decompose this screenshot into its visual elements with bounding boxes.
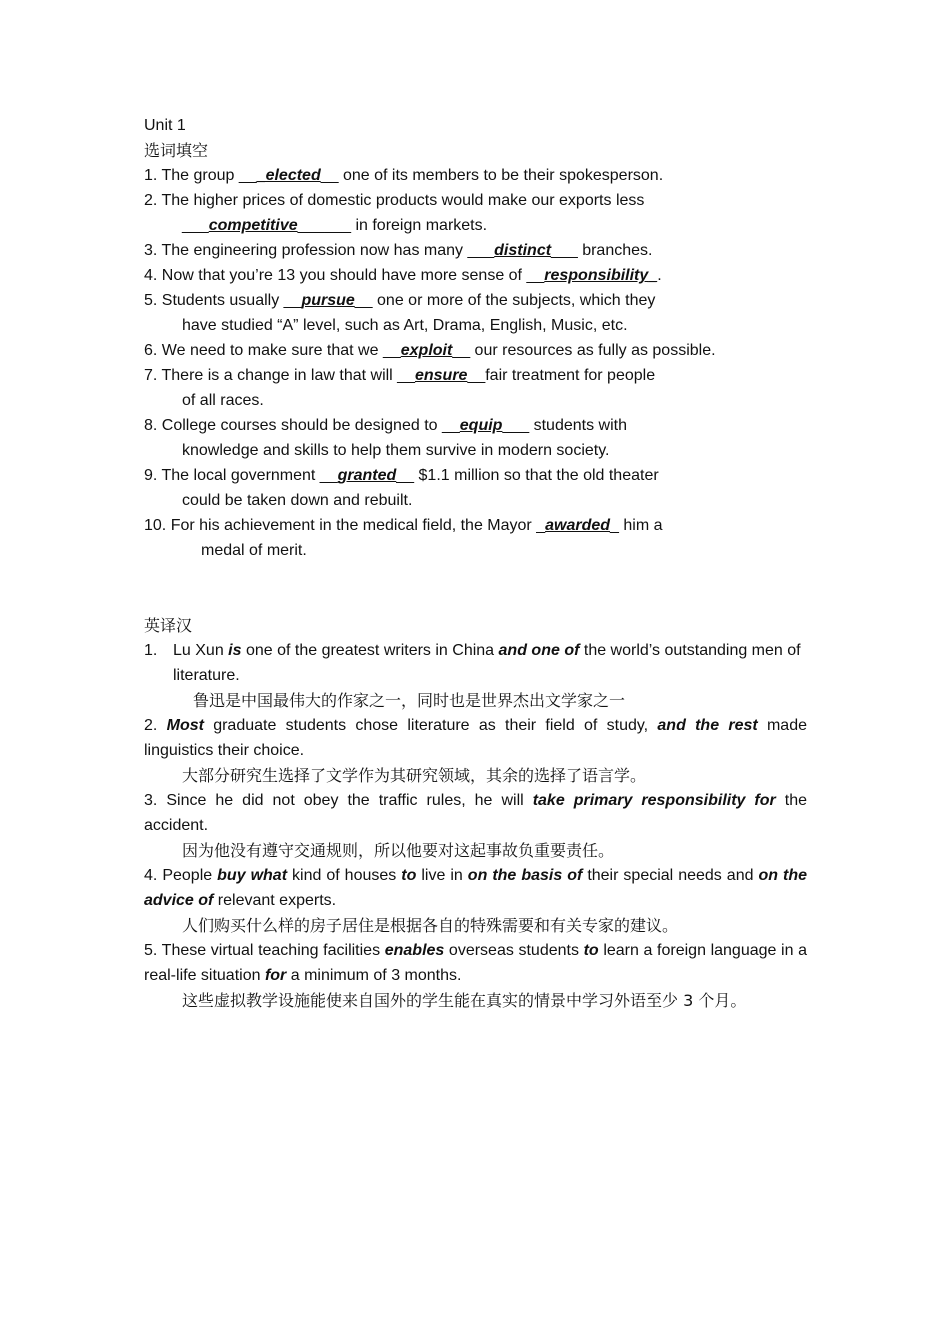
- key-phrase: to: [583, 942, 599, 959]
- text-run: one of the greatest writers in China: [241, 642, 499, 659]
- fill-item-5: [144, 288, 807, 313]
- text-run: learn a foreign language in a real-life situation: [144, 942, 808, 984]
- fill-item-text: __fair treatment for people: [467, 367, 656, 384]
- fill-item-2: [144, 188, 807, 213]
- item-number: 1.: [144, 642, 158, 659]
- answer-word: pursue: [301, 292, 355, 309]
- fill-item-text: 2. The higher prices of domestic products would make our exports less: [144, 192, 645, 209]
- answer-word-tail: _: [648, 267, 658, 284]
- answer-word: granted: [337, 467, 397, 484]
- fill-item-text: __ $1.1 million so that the old theater: [396, 467, 659, 484]
- fill-item-text: ___ branches.: [551, 242, 653, 259]
- fill-item-text: 3. The engineering profession now has many ___: [144, 242, 495, 259]
- fill-item-9: [144, 463, 807, 488]
- text-run: graduate students chose literature as their field of study,: [203, 717, 658, 734]
- text-run: relevant experts.: [213, 892, 337, 909]
- answer-word: distinct: [494, 242, 552, 259]
- fill-item-8-continuation: knowledge and skills to help them survive in modern society.: [182, 442, 610, 459]
- text-run: Lu Xun: [173, 642, 229, 659]
- text-run: kind of houses: [287, 867, 402, 884]
- fill-item-text: ___: [182, 217, 209, 234]
- fill-item-text: ___ students with: [502, 417, 627, 434]
- key-phrase: on the advice of: [144, 867, 808, 909]
- spacer: [144, 563, 807, 588]
- translation-chinese-5: 这些虚拟教学设施能使来自国外的学生能在真实的情景中学习外语至少 3 个月。: [182, 991, 747, 1010]
- fill-item-text: _ him a: [610, 517, 663, 534]
- fill-item-1: [144, 163, 807, 188]
- fill-item-6: [144, 338, 807, 363]
- fill-item-9-continuation: could be taken down and rebuilt.: [182, 492, 413, 509]
- key-phrase: enables: [384, 942, 445, 959]
- answer-word-text: responsibility: [544, 267, 649, 284]
- fill-item-10-continuation: medal of merit.: [201, 542, 307, 559]
- fill-item-text: __ our resources as fully as possible.: [452, 342, 716, 359]
- text-run: 3. Since he did not obey the traffic rules, he will: [144, 792, 533, 809]
- key-phrase: on the basis of: [467, 867, 583, 884]
- translation-item-1: [144, 638, 807, 688]
- unit-title: Unit 1: [144, 117, 186, 134]
- section-title-translation: 英译汉: [144, 616, 193, 635]
- key-phrase: for: [264, 967, 287, 984]
- translation-item-2: [144, 713, 807, 763]
- answer-word: [544, 267, 657, 284]
- fill-item-text: 8. College courses should be designed to __: [144, 417, 460, 434]
- fill-item-text: 7. There is a change in law that will __: [144, 367, 415, 384]
- fill-item-5-continuation: have studied “A” level, such as Art, Drama, English, Music, etc.: [182, 317, 628, 334]
- text-run: live in: [416, 867, 468, 884]
- fill-item-8: [144, 413, 807, 438]
- answer-word: awarded: [545, 517, 611, 534]
- fill-item-text: ______ in foreign markets.: [297, 217, 488, 234]
- answer-word: competitive: [208, 217, 298, 234]
- translation-chinese-3: 因为他没有遵守交通规则，所以他要对这起事故负重要责任。: [182, 841, 615, 860]
- key-phrase: take primary responsibility for: [532, 792, 776, 809]
- fill-item-4: [144, 263, 807, 288]
- key-phrase: is: [228, 642, 242, 659]
- key-phrase: to: [401, 867, 417, 884]
- answer-word: exploit: [400, 342, 453, 359]
- document-content: [144, 113, 807, 1013]
- fill-item-text: 1. The group __: [144, 167, 257, 184]
- answer-word: _elected: [256, 167, 321, 184]
- section-title-fill-in: 选词填空: [144, 141, 209, 160]
- key-phrase: and the rest: [657, 717, 758, 734]
- text-run: the accident.: [144, 792, 808, 834]
- fill-item-2-continuation: [144, 213, 807, 238]
- text-run: the world’s outstanding men of literature.: [173, 642, 801, 684]
- fill-item-10: [144, 513, 807, 538]
- fill-item-text: __ one or more of the subjects, which they: [354, 292, 656, 309]
- fill-item-7: [144, 363, 807, 388]
- translation-item-5: [144, 938, 807, 988]
- text-run: their special needs and: [582, 867, 759, 884]
- fill-item-text: 6. We need to make sure that we __: [144, 342, 401, 359]
- fill-item-text: 4. Now that you’re 13 you should have more sense of __: [144, 267, 545, 284]
- spacer: [144, 588, 807, 613]
- fill-item-text: 5. Students usually __: [144, 292, 302, 309]
- text-run: a minimum of 3 months.: [286, 967, 462, 984]
- text-run: overseas students: [444, 942, 584, 959]
- translation-item-3: [144, 788, 807, 838]
- text-run: 5. These virtual teaching facilities: [144, 942, 385, 959]
- text-run: made linguistics their choice.: [144, 717, 808, 759]
- key-phrase: and one of: [498, 642, 580, 659]
- answer-word: equip: [459, 417, 503, 434]
- key-phrase: buy what: [217, 867, 288, 884]
- fill-item-text: .: [657, 267, 662, 284]
- key-phrase: Most: [166, 717, 204, 734]
- fill-item-3: [144, 238, 807, 263]
- translation-chinese-1: 鲁迅是中国最伟大的作家之一，同时也是世界杰出文学家之一: [193, 691, 626, 710]
- text-run: 4. People: [144, 867, 218, 884]
- fill-item-text: 10. For his achievement in the medical field, the Mayor _: [144, 517, 546, 534]
- translation-english: [173, 638, 807, 688]
- text-run: 2.: [144, 717, 167, 734]
- fill-item-7-continuation: of all races.: [182, 392, 264, 409]
- answer-word: ensure: [414, 367, 468, 384]
- fill-item-text: __ one of its members to be their spokesperson.: [320, 167, 664, 184]
- translation-item-4: [144, 863, 807, 913]
- fill-item-text: 9. The local government __: [144, 467, 338, 484]
- translation-chinese-4: 人们购买什么样的房子居住是根据各自的特殊需要和有关专家的建议。: [182, 916, 679, 935]
- translation-chinese-2: 大部分研究生选择了文学作为其研究领域，其余的选择了语言学。: [182, 766, 647, 785]
